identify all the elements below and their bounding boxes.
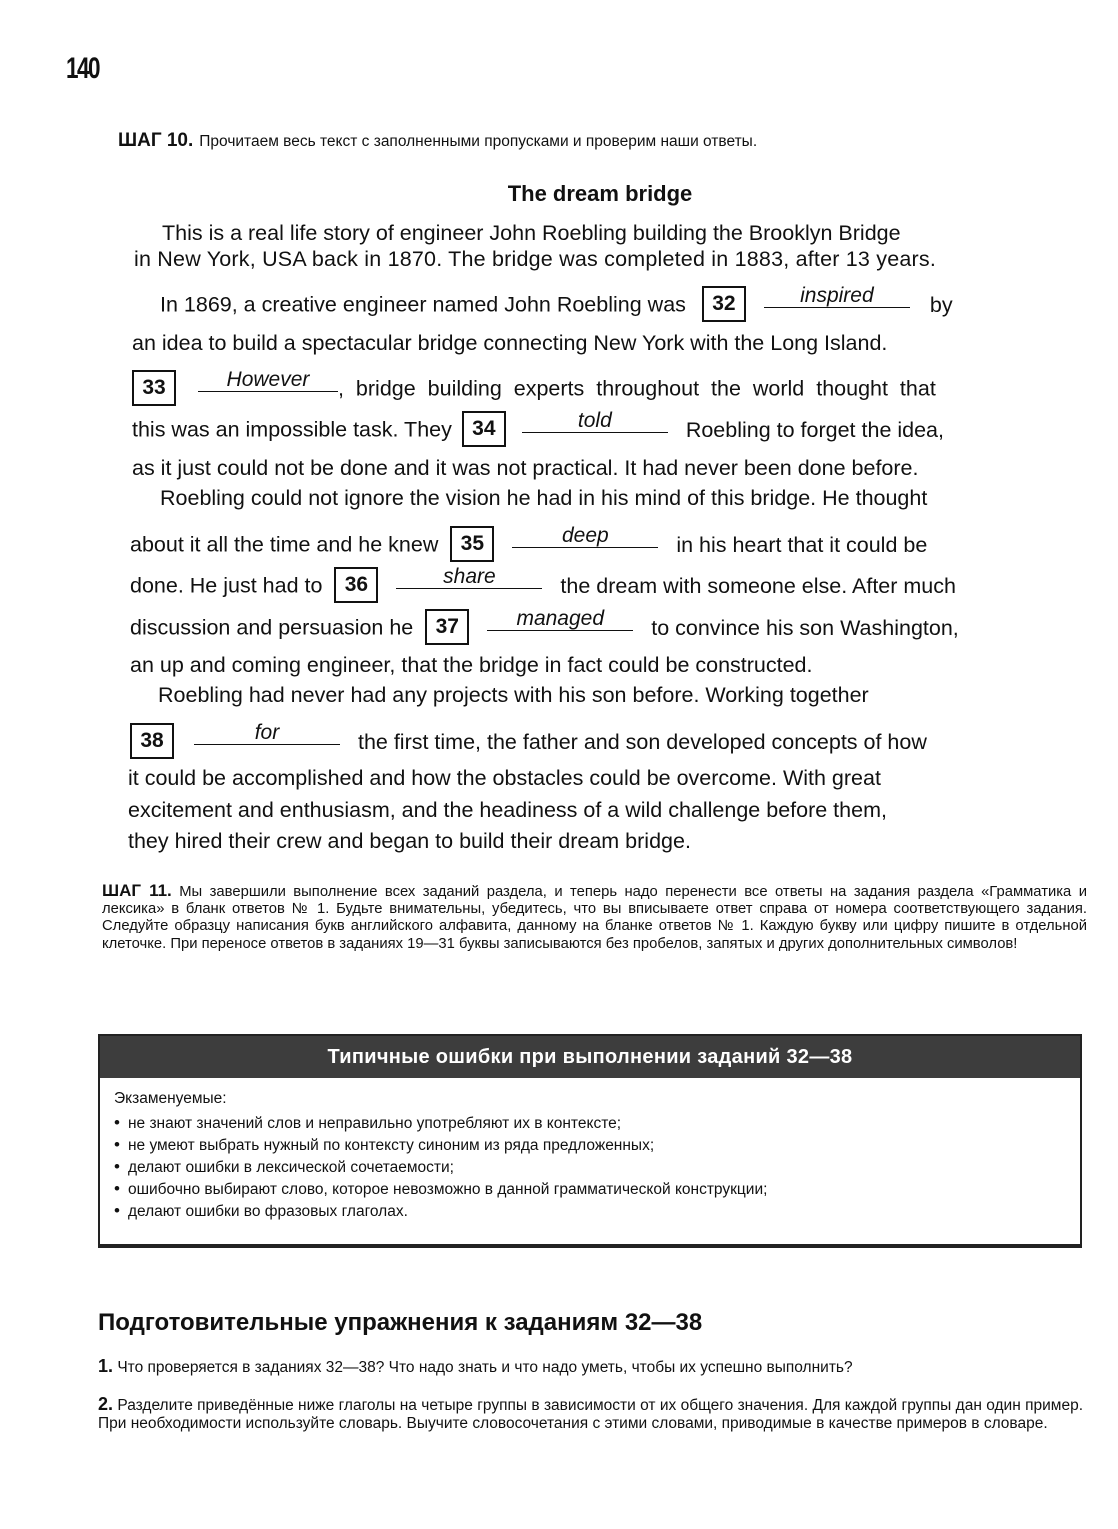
- error-item: • не умеют выбрать нужный по контексту синоним из ряда предложенных;: [114, 1134, 1066, 1156]
- task-2-text: Разделите приведённые ниже глаголы на четыре группы в зависимости от их общего значения. Для каждой группы дан один пример. При необходимости используйте словарь. Выучите словосочетания с этими словами, приводимые в качестве примеров в словаре.: [98, 1397, 1083, 1432]
- task-2-number: 2.: [98, 1394, 114, 1414]
- gap-number-box: 37: [425, 609, 469, 645]
- story-line: in New York, USA back in 1870. The bridge was completed in 1883, after 13 years.: [134, 247, 937, 271]
- story-line: they hired their crew and began to build their dream bridge.: [128, 829, 691, 853]
- story-text: done. He just had to: [130, 573, 323, 598]
- prep-exercises-title: Подготовительные упражнения к заданиям 32—38: [98, 1309, 703, 1336]
- story-line-gap-35: [130, 523, 928, 564]
- step11-instruction: [102, 882, 1087, 953]
- story-line-gap-32: [160, 283, 953, 324]
- story-line: excitement and enthusiasm, and the headiness of a wild challenge before them,: [128, 798, 887, 822]
- story-text: Roebling to forget the idea,: [685, 417, 944, 442]
- task-1-text: Что проверяется в заданиях 32—38? Что надо знать и что надо уметь, чтобы их успешно выполнить?: [117, 1359, 853, 1376]
- gap-number-box: 35: [450, 526, 494, 562]
- story-text: about it all the time and he knew: [130, 532, 439, 557]
- task-2: [98, 1396, 1083, 1432]
- story-line: Roebling had never had any projects with his son before. Working together: [158, 683, 869, 707]
- story-line: as it just could not be done and it was not practical. It had never been done before.: [132, 456, 919, 480]
- gap-answer: told: [522, 410, 668, 433]
- story-text: , bridge building experts throughout the world thought that: [337, 376, 936, 401]
- error-item: • делают ошибки во фразовых глаголах.: [114, 1200, 1066, 1222]
- story-line: it could be accomplished and how the obstacles could be overcome. With great: [128, 766, 881, 790]
- page-number: 140: [66, 52, 100, 85]
- typical-errors-title: Типичные ошибки при выполнении заданий 32—38: [100, 1036, 1080, 1078]
- typical-errors-intro: Экзаменуемые:: [114, 1090, 227, 1107]
- story-text: the first time, the father and son developed concepts of how: [357, 729, 927, 754]
- task-1: [98, 1358, 1083, 1377]
- story-text: In 1869, a creative engineer named John Roebling was: [160, 292, 686, 317]
- story-line-gap-36: [130, 564, 956, 605]
- gap-number-box: 33: [132, 370, 176, 406]
- error-item: • ошибочно выбирают слово, которое невозможно в данной грамматической конструкции;: [114, 1178, 1066, 1200]
- story-text: by: [929, 292, 953, 317]
- error-item: • делают ошибки в лексической сочетаемости;: [114, 1156, 1066, 1178]
- gap-number-box: 38: [130, 723, 174, 759]
- gap-number-box: 32: [702, 286, 746, 322]
- story-text: in his heart that it could be: [676, 532, 928, 557]
- gap-answer: managed: [487, 608, 633, 631]
- task-1-number: 1.: [98, 1356, 114, 1376]
- step10-label: ШАГ 10.: [118, 130, 194, 151]
- story-text: the dream with someone else. After much: [560, 573, 956, 598]
- story-line: an idea to build a spectacular bridge connecting New York with the Long Island.: [132, 331, 888, 355]
- story-title: The dream bridge: [507, 181, 693, 206]
- gap-number-box: 36: [334, 567, 378, 603]
- typical-errors-box: [98, 1034, 1082, 1248]
- story-line-gap-37: [130, 606, 959, 647]
- story-text: discussion and persuasion he: [130, 615, 414, 640]
- step10-instruction: [118, 131, 757, 151]
- gap-answer: share: [396, 566, 542, 589]
- gap-answer: inspired: [764, 285, 910, 308]
- story-line-gap-33: [132, 367, 936, 408]
- story-line: This is a real life story of engineer John Roebling building the Brooklyn Bridge: [162, 221, 901, 245]
- story-text: this was an impossible task. They: [132, 417, 452, 442]
- error-item: • не знают значений слов и неправильно употребляют их в контексте;: [114, 1112, 1066, 1134]
- step11-label: ШАГ 11.: [102, 881, 172, 900]
- story-line: Roebling could not ignore the vision he had in his mind of this bridge. He thought: [160, 486, 928, 510]
- story-line: an up and coming engineer, that the bridge in fact could be constructed.: [130, 653, 813, 677]
- story-text: to convince his son Washington,: [651, 615, 959, 640]
- gap-answer: However: [198, 369, 338, 392]
- story-line-gap-34: [132, 408, 944, 449]
- gap-answer: for: [194, 722, 340, 745]
- step10-text: Прочитаем весь текст с заполненными пропусками и проверим наши ответы.: [199, 133, 758, 150]
- gap-answer: deep: [512, 525, 658, 548]
- step11-text: Мы завершили выполнение всех заданий раздела, и теперь надо перенести все ответы на задания раздела «Грамматика и лексика» в бланк ответов № 1. Будьте внимательны, убедитесь, что вы вписываете ответ справа от номера соответствующего задания. Следуйте образцу написания букв английского алфавита, данному на бланке ответов № 1. Каждую букву или цифру пишите в отдельной клеточке. При переносе ответов в заданиях 19—31 буквы записываются без пробелов, запятых и других дополнительных символов!: [102, 884, 1087, 952]
- gap-number-box: 34: [462, 411, 506, 447]
- story-line-gap-38: [130, 720, 927, 761]
